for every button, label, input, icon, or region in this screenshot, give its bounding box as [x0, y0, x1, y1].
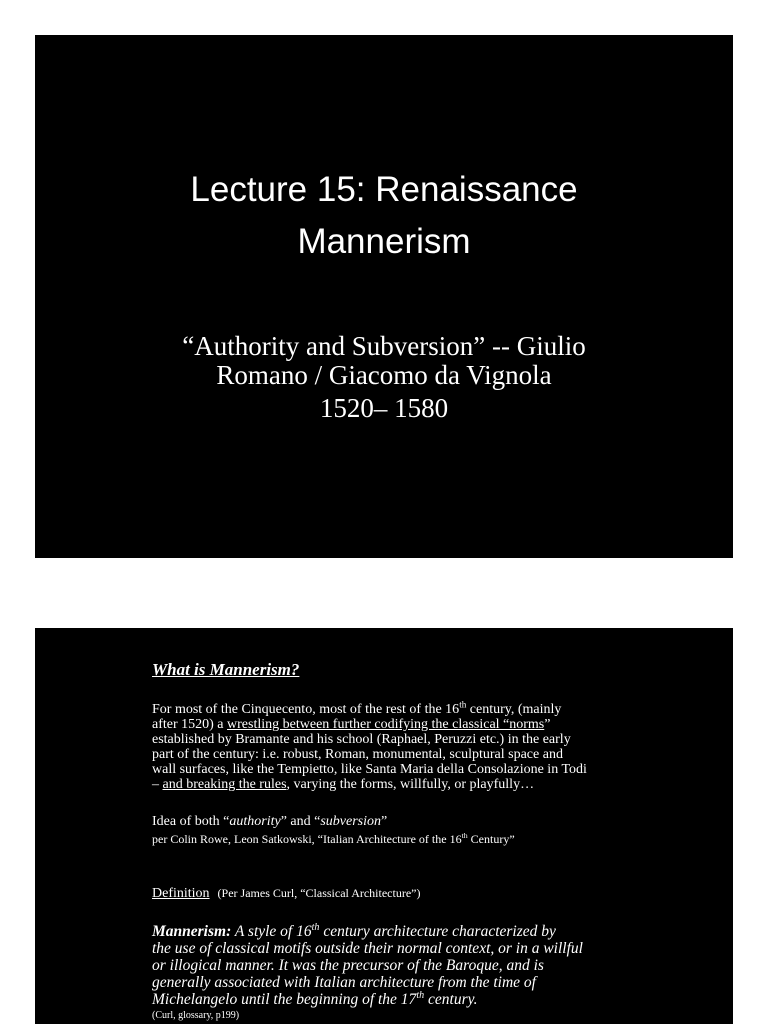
para-text: For most of the Cinquecento, most of the rest of the 16: [152, 702, 460, 717]
para-line: [152, 717, 692, 732]
definition-slide: [35, 628, 733, 1024]
def-line: [152, 991, 692, 1008]
para-line: [152, 777, 692, 792]
lecture-title-line-2: Mannerism: [297, 222, 471, 261]
para-line: established by Bramante and his school (Raphael, Peruzzi etc.) in the early: [152, 732, 571, 747]
def-text: A style of 16: [231, 923, 312, 940]
lecture-title-line-1: Lecture 15: Renaissance: [190, 170, 578, 209]
definition-term: Mannerism:: [152, 923, 232, 940]
subversion-term: subversion: [320, 814, 382, 829]
superscript: th: [461, 831, 468, 840]
per-reference: [152, 832, 692, 846]
para-text: –: [152, 777, 163, 792]
title-slide: [35, 35, 733, 558]
idea-text: Idea of both “: [152, 814, 230, 829]
superscript: th: [311, 921, 320, 933]
subtitle-line-1: “Authority and Subversion” -- Giulio: [182, 331, 586, 361]
superscript: th: [416, 989, 425, 1001]
subtitle-dates: 1520– 1580: [319, 393, 449, 423]
superscript: th: [459, 699, 467, 710]
idea-line: [152, 814, 692, 829]
definition-text: [152, 923, 692, 1008]
citation: (Curl, glossary, p199): [152, 1010, 240, 1021]
per-text: per Colin Rowe, Leon Satkowski, “Italian Architecture of the 16: [152, 832, 462, 846]
def-text: Michelangelo until the beginning of the 17: [152, 991, 417, 1008]
definition-line: [152, 886, 692, 901]
definition-source: (Per James Curl, “Classical Architecture”): [217, 886, 421, 900]
def-text: century architecture characterized by: [319, 923, 556, 940]
def-line: [152, 923, 692, 940]
def-text: century.: [424, 991, 478, 1008]
para-text: ”: [544, 717, 551, 732]
def-line: the use of classical motifs outside their normal context, or in a willful: [152, 940, 583, 957]
subtitle-line-2: Romano / Giacomo da Vignola: [216, 360, 552, 390]
idea-text: ” and “: [280, 814, 321, 829]
def-line: generally associated with Italian architecture from the time of: [152, 974, 536, 991]
para-text: century, (mainly: [466, 702, 562, 717]
authority-term: authority: [229, 814, 281, 829]
para-line: wall surfaces, like the Tempietto, like Santa Maria della Consolazione in Todi: [152, 762, 587, 777]
para-line: part of the century: i.e. robust, Roman, monumental, sculptural space and: [152, 747, 563, 762]
slide-heading: What is Mannerism?: [152, 660, 300, 679]
para-text: , varying the forms, willfully, or playfully…: [286, 777, 535, 792]
per-text: Century”: [467, 832, 515, 846]
para-line: [152, 699, 692, 717]
def-line: or illogical manner. It was the precursor of the Baroque, and is: [152, 957, 544, 974]
underlined-text: wrestling between further codifying the classical “norms: [227, 717, 545, 732]
intro-paragraph: [152, 699, 692, 792]
underlined-text: and breaking the rules: [162, 777, 287, 792]
idea-text: ”: [381, 814, 388, 829]
para-text: after 1520) a: [152, 717, 228, 732]
definition-label: Definition: [152, 886, 210, 901]
